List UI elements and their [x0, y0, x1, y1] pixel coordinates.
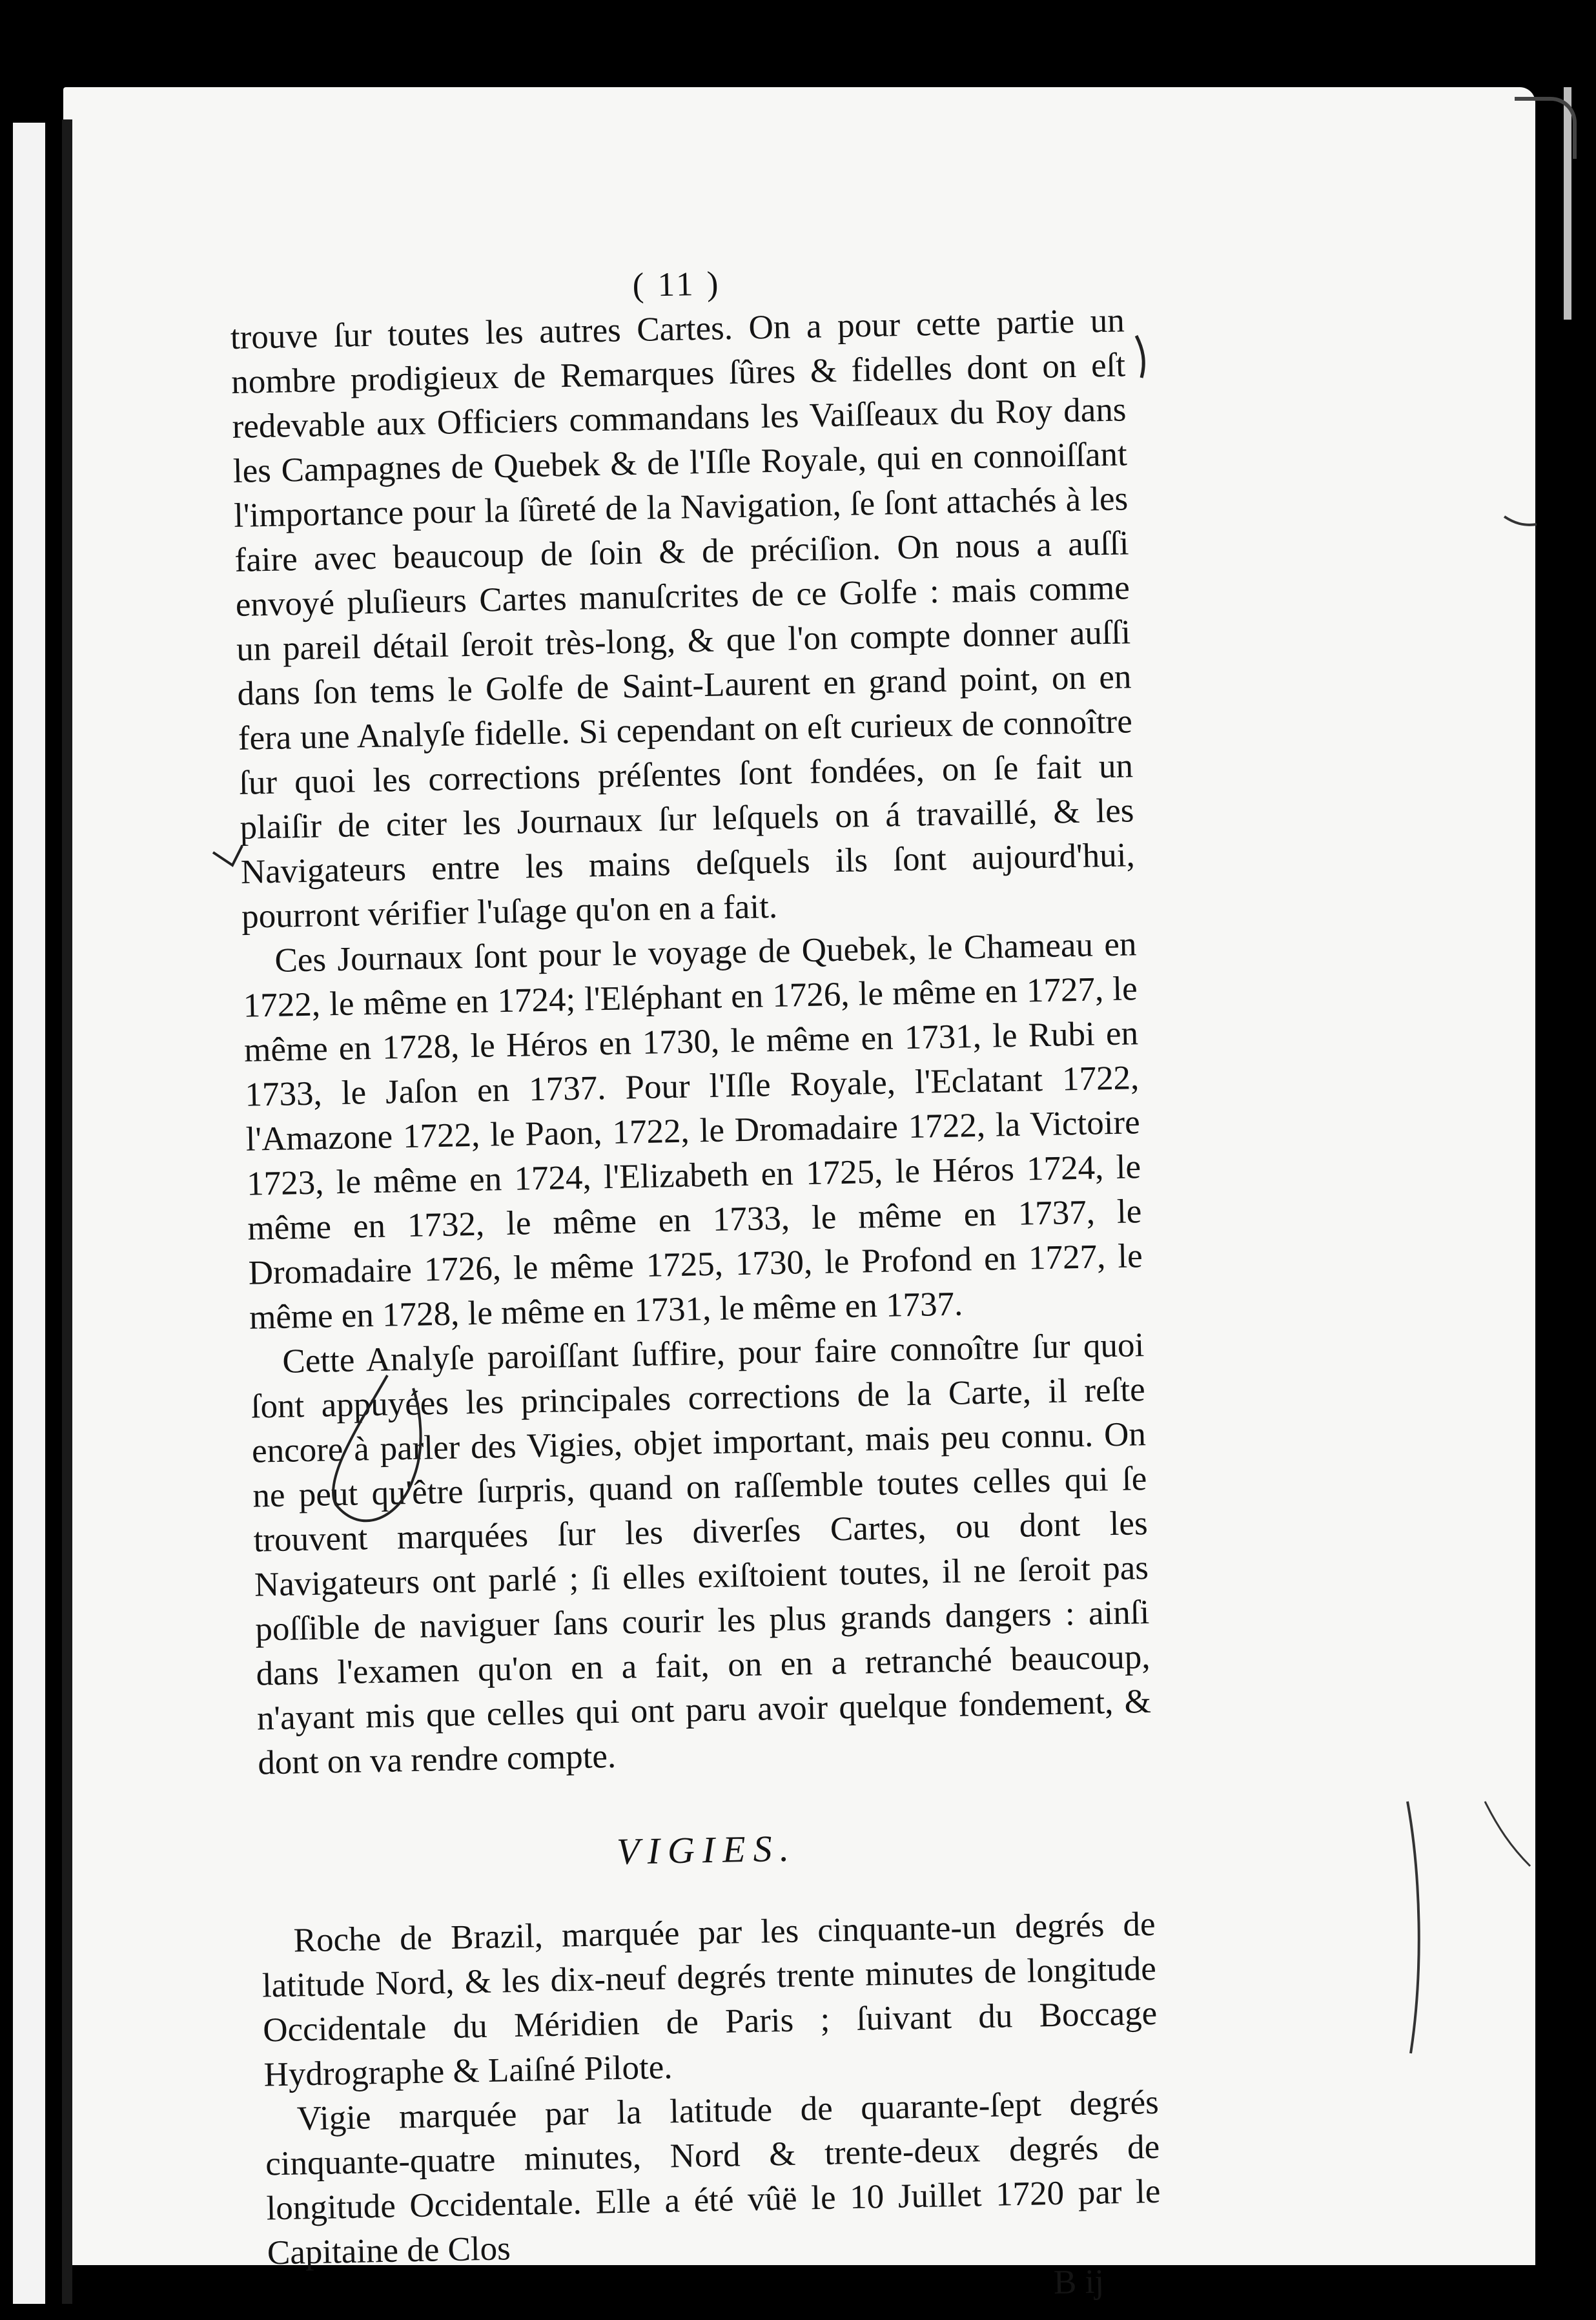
- section-heading: VIGIES.: [616, 1827, 797, 1873]
- page-number: ( 11 ): [632, 265, 721, 305]
- signature-mark: B ij: [1053, 2263, 1105, 2302]
- page-corner-fold: [1515, 97, 1577, 159]
- section-paragraph-1: Roche de Brazil, marquée par les cinquante-un degrés de latitude Nord, & les dix-neuf degrés trente minutes de longitude Occidentale du Méridien de Paris ; ſuivant du Boccage Hydrographe & Laiſné Pilote.: [261, 1905, 1158, 2094]
- paragraph-2: Ces Journaux ſont pour le voyage de Quebek, le Chameau en 1722, le même en 1724; l'Eléphant en 1726, le même en 1727, le même en 1728, le Héros en 1730, le même en 1731, le Rubi en 1733, le Jaſon en 1737. Pour l'Iſle Royale, l'Eclatant 1722, l'Amazone 1722, le Paon, 1722, le Dromadaire 1722, la Victoire 1723, le même en 1724, l'Elizabeth en 1725, le Héros 1724, le même en 1732, le même en 1733, le même en 1737, le Dromadaire 1726, le même 1725, 1730, le Profond en 1727, le même en 1728, le même en 1731, le même en 1737.: [243, 925, 1143, 1337]
- paragraph-3: Cette Analyſe paroiſſant ſuffire, pour faire connoître ſur quoi ſont appuyées les principales corrections de la Carte, il reſte encore à parler des Vigies, objet important, mais peu connu. On ne peut qu'être ſurpris, quand on raſſemble toutes celles qui ſe trouvent marquées ſur les diverſes Cartes, ou dont les Navigateurs ont parlé ; ſi elles exiſtoient toutes, il ne ſeroit pas poſſible de naviguer ſans courir les plus grands dangers : ainſi dans l'examen qu'on en a fait, on en a retranché beaucoup, n'ayant mis que celles qui ont paru avoir quelque fondement, & dont on va rendre compte.: [251, 1326, 1152, 1782]
- binding-line: [62, 119, 72, 2304]
- facing-page-edge: [13, 123, 45, 2304]
- section-paragraph-2: Vigie marquée par la latitude de quarante-ſept degrés cinquante-quatre minutes, Nord & trente-deux degrés de longitude Occidentale. Elle a été vûë le 10 Juillet 1720 par le Capitaine de Clos: [265, 2083, 1161, 2272]
- printed-text-block: [229, 254, 1163, 2320]
- paragraph-1: trouve ſur toutes les autres Cartes. On a pour cette partie un nombre prodigieux de Remarques ſûres & fidelles dont on eſt redevable aux Officiers commandans les Vaiſſeaux du Roy dans les Campagnes de Quebek & de l'Iſle Royale, qui en connoiſſant l'importance pour la ſûreté de la Navigation, ſe ſont attachés à les faire avec beaucoup de ſoin & de préciſion. On nous a auſſi envoyé pluſieurs Cartes manuſcrites de ce Golfe : mais comme un pareil détail ſeroit très-long, & que l'on compte donner auſſi dans ſon tems le Golfe de Saint-Laurent en grand point, on en fera une Analyſe fidelle. Si cependant on eſt curieux de connoître ſur quoi les corrections préſentes ſont fondées, on ſe fait un plaiſir de citer les Journaux ſur leſquels on á travaillé, & les Navigateurs entre les mains deſquels ils ſont aujourd'hui, pourront vérifier l'uſage qu'on en a fait.: [230, 302, 1136, 936]
